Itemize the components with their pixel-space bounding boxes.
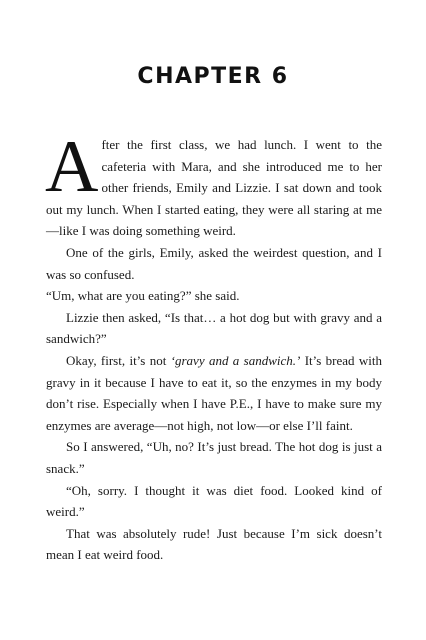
paragraph-2: One of the girls, Emily, asked the weirdest question, and I was so confused. — [46, 244, 382, 282]
paragraph-1-text: fter the first class, we had lunch. I went to the cafeteria with Mara, and she introduced me to her other friends, Emily and Lizzie. I sat down and took out my lunch. When I started eating, they were all staring at me—like I was doing something weird. — [46, 137, 382, 239]
paragraph-1 — [45, 126, 382, 242]
paragraph-4: Lizzie then asked, “Is that… a hot dog but with gravy and a sandwich?” — [46, 309, 382, 347]
chapter-body — [45, 126, 383, 566]
paragraph-7: “Oh, sorry. I thought it was diet food. Looked kind of weird.” — [46, 482, 382, 520]
paragraph-5-before: Okay, first, it’s not — [66, 352, 171, 368]
paragraph-3: “Um, what are you eating?” she said. — [46, 288, 240, 304]
chapter-title: CHAPTER 6 — [137, 64, 289, 89]
paragraph-8: That was absolutely rude! Just because I’m sick doesn’t mean I eat weird food. — [46, 525, 382, 563]
paragraph-5-after: It’s bread with gravy in it because I have to eat it, so the enzymes in my body don’t rise. Especially when I have P.E., I have to make sure my enzymes are average—not high, not low—or else I’ll faint. — [46, 352, 383, 433]
paragraph-5 — [46, 350, 382, 436]
drop-cap-letter: A — [45, 126, 99, 208]
paragraph-6: So I answered, “Uh, no? It’s just bread. The hot dog is just a snack.” — [46, 439, 382, 476]
paragraph-5-emphasis: ‘gravy and a sandwich.’ — [170, 352, 301, 368]
